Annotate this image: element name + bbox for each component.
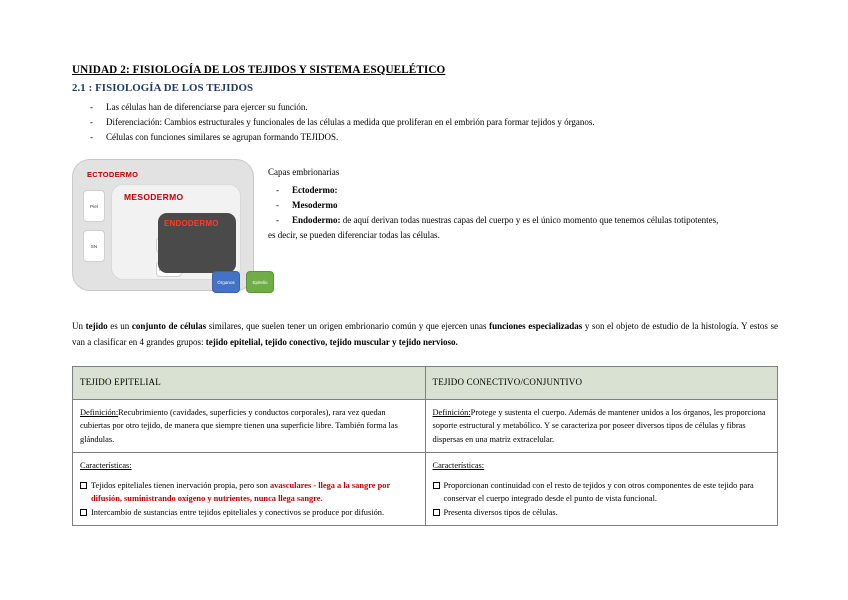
para-bold: tejido (85, 321, 108, 331)
definition-text: Recubrimiento (cavidades, superficies y conductos corporales), rara vez quedan cubiertas por otro tejido, de manera que siempre tienen una superficie libre. También forma las glándulas. (80, 407, 398, 444)
characteristic-text: Tejidos epiteliales tienen inervación propia, pero son (91, 480, 270, 490)
definition-label: Definición: (432, 407, 471, 417)
tissue-definition-paragraph (72, 319, 778, 350)
figure-and-layers (72, 159, 778, 297)
list-item: - Células con funciones similares se agrupan formando TEJIDOS. (72, 130, 778, 145)
section-title: 2.1 : FISIOLOGÍA DE LOS TEJIDOS (72, 82, 254, 94)
characteristic-text: Intercambio de sustancias entre tejidos epiteliales y conectivos se produce por difusión. (91, 507, 385, 517)
para-bold: tejido epitelial, tejido conectivo, tejido muscular y tejido nervioso. (205, 336, 458, 347)
table-row (73, 399, 778, 453)
para-text: es un (107, 321, 132, 331)
list-item (268, 213, 778, 228)
chip-epitelio: Epitelio (246, 271, 274, 293)
characteristic-text: Proporcionan continuidad con el resto de tejidos y con otros componentes de este tejido para conservar el cuerpo integrado desde el punto de vista funcional. (443, 480, 754, 503)
ectodermo-label: ECTODERMO (87, 170, 139, 179)
list-item (268, 198, 778, 213)
layer-term: Ectodermo: (292, 185, 338, 195)
cell-epithelial-characteristics (73, 453, 426, 526)
para-bold: funciones especializadas (489, 321, 583, 331)
document-content (72, 64, 778, 526)
chip-organos: Órganos (212, 271, 240, 293)
table-row (73, 453, 778, 526)
list-item (268, 183, 778, 198)
characteristic-item (80, 506, 418, 520)
characteristic-item (80, 479, 418, 506)
cell-epithelial-definition (73, 399, 426, 453)
layers-title: Capas embrionarias (268, 167, 340, 177)
table-header-epithelial: TEJIDO EPITELIAL (73, 367, 426, 400)
intro-bullet-list (72, 100, 778, 145)
characteristics-label: Características: (80, 461, 132, 470)
layer-term: Endodermo: (292, 215, 341, 225)
endodermo-box (158, 213, 268, 285)
definition-label: Definición: (80, 407, 119, 417)
characteristic-item (433, 506, 771, 520)
layers-continuation: es decir, se pueden diferenciar todas las células. (268, 230, 440, 240)
list-item: - Las células han de diferenciarse para ejercer su función. (72, 100, 778, 115)
embryonic-layers-diagram (72, 159, 268, 291)
table-header-connective: TEJIDO CONECTIVO/CONJUNTIVO (425, 367, 778, 400)
layer-term: Mesodermo (292, 200, 338, 210)
characteristics-label: Características: (432, 461, 485, 470)
page-title: UNIDAD 2: FISIOLOGÍA DE LOS TEJIDOS Y SISTEMA ESQUELÉTICO (72, 64, 446, 76)
para-text: y son el objeto de estudio de la histología. Y estos se van a clasificar en 4 grandes grupos: (72, 321, 779, 347)
cell-connective-definition (425, 399, 778, 453)
characteristic-text: Presenta diversos tipos de células. (443, 507, 558, 517)
characteristic-item (433, 479, 771, 506)
mesodermo-box (111, 184, 268, 285)
layers-list (268, 183, 778, 228)
cell-connective-characteristics (425, 453, 778, 526)
characteristic-highlight: avasculares - llega a la sangre por difusión, suministrando oxígeno y nutrientes, nunca llega sangre. (91, 480, 391, 503)
chip-sn: SN (83, 230, 105, 262)
list-item: - Diferenciación: Cambios estructurales y funcionales de las células a medida que proliferan en el embrión para formar tejidos y órganos. (72, 115, 778, 130)
tissue-comparison-table (72, 366, 778, 526)
table-row (73, 367, 778, 400)
chip-piel: Piel (83, 190, 105, 222)
para-text: Un (72, 321, 86, 331)
endodermo-label: ENDODERMO (164, 219, 219, 228)
para-bold: conjunto de células (131, 321, 207, 331)
embryonic-layers-text (268, 165, 778, 243)
definition-text: Protege y sustenta el cuerpo. Además de mantener unidos a los órganos, les proporciona soporte estructural y metabólico. Y se caracteriza por poseer diversos tipos de células y fibras dispersas en una matriz extracelular. (432, 407, 766, 444)
layer-text: de aquí derivan todas nuestras capas del cuerpo y es el único momento que tenemos células totipotentes, (340, 215, 719, 225)
mesodermo-label: MESODERMO (124, 192, 184, 202)
para-text: similares, que suelen tener un origen embrionario común y que ejercen unas (206, 321, 490, 331)
